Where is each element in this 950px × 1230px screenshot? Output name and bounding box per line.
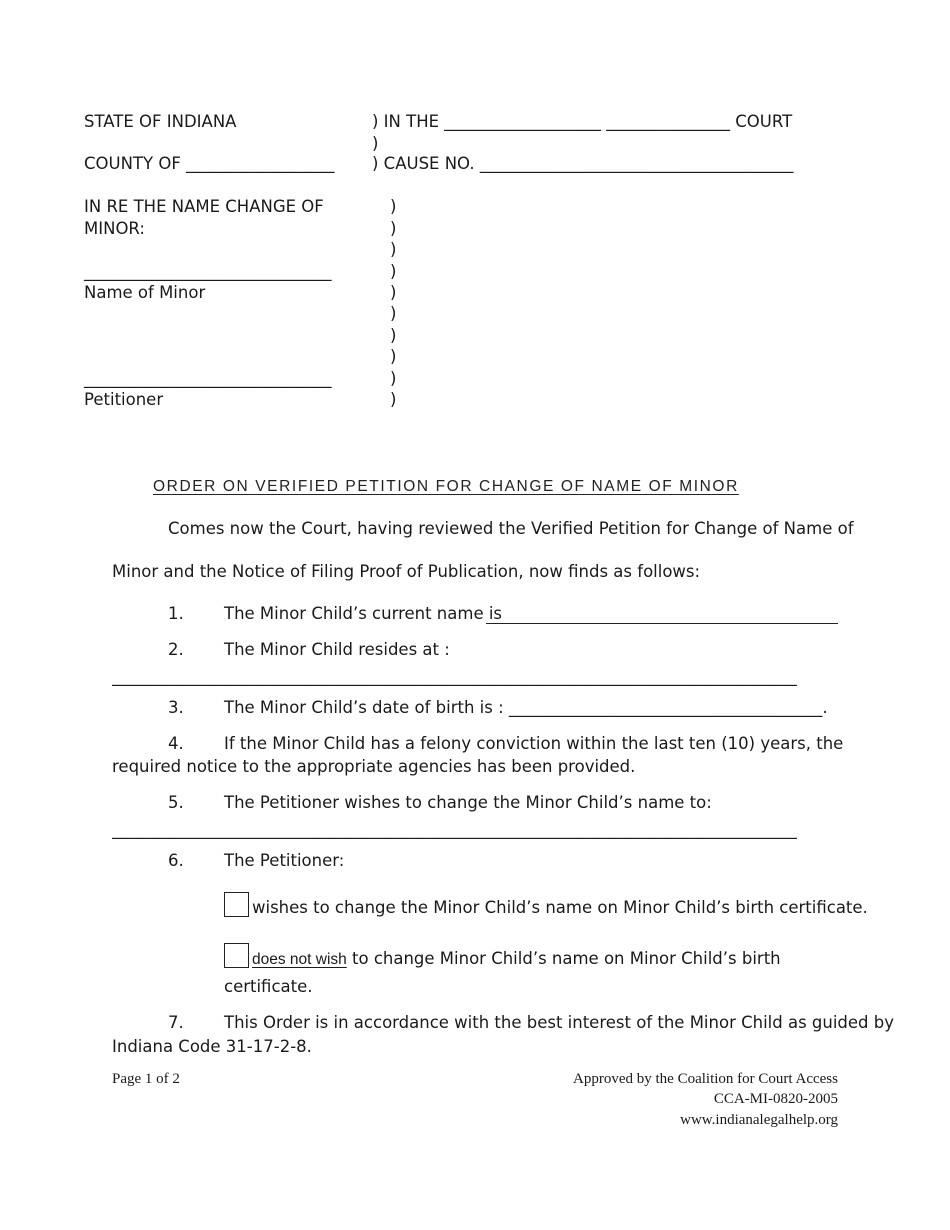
does-not-wish-label: does not wish	[252, 951, 347, 968]
item-2-text: The Minor Child resides at :	[224, 640, 450, 659]
item-6-text: The Petitioner:	[224, 851, 345, 870]
in-re-heading: IN RE THE NAME CHANGE OF	[84, 197, 324, 216]
state-label: STATE OF INDIANA	[84, 112, 237, 131]
item-number: 1.	[168, 604, 184, 623]
website-link[interactable]: www.indianalegalhelp.org	[680, 1112, 838, 1128]
paren: )	[390, 326, 397, 345]
approved-by: Approved by the Coalition for Court Access	[573, 1071, 838, 1087]
does-not-wish-line2: certificate.	[224, 977, 313, 996]
wishes-option-text: wishes to change the Minor Child’s name on Minor Child’s birth certificate.	[252, 898, 868, 917]
petitioner-label: Petitioner	[84, 390, 164, 409]
item-4-text: If the Minor Child has a felony conviction within the last ten (10) years, the	[224, 734, 844, 753]
county-label: COUNTY OF __________________	[84, 154, 335, 173]
does-not-wish-rest: to change Minor Child’s name on Minor Child’s birth	[346, 949, 781, 968]
item-number: 3.	[168, 698, 184, 717]
court-line: ) IN THE ___________________ _______________ COURT	[372, 112, 793, 131]
cause-number-line: ) CAUSE NO. ______________________________________	[372, 154, 794, 173]
item-7-text-line2: Indiana Code 31-17-2-8.	[112, 1037, 312, 1056]
petitioner-blank[interactable]: ______________________________	[84, 369, 332, 388]
form-code: CCA-MI-0820-2005	[713, 1091, 838, 1107]
paren: )	[390, 304, 397, 323]
item-number: 2.	[168, 640, 184, 659]
paren: )	[390, 262, 397, 281]
item-4-text-line2: required notice to the appropriate agencies has been provided.	[112, 757, 636, 776]
item-1-text: The Minor Child’s current name is	[224, 604, 503, 623]
does-not-wish-option-text	[252, 949, 781, 969]
item-7-text: This Order is in accordance with the best interest of the Minor Child as guided by	[224, 1013, 895, 1032]
paren: )	[390, 283, 397, 302]
item-3-text: The Minor Child’s date of birth is : ______________________________________.	[224, 698, 828, 717]
minor-name-blank[interactable]: ______________________________	[84, 262, 332, 281]
item-number: 6.	[168, 851, 184, 870]
paren: )	[390, 219, 397, 238]
item-number: 5.	[168, 793, 184, 812]
does-not-wish-checkbox[interactable]	[224, 943, 249, 968]
paren: )	[390, 347, 397, 366]
paren: )	[390, 240, 397, 259]
paren: )	[390, 369, 397, 388]
new-name-field[interactable]: ___________________________________________________________________________________	[112, 820, 797, 839]
residence-field[interactable]: ___________________________________________________________________________________	[112, 667, 797, 686]
paren: )	[390, 390, 397, 409]
minor-name-label: Name of Minor	[84, 283, 206, 302]
item-number: 7.	[168, 1013, 184, 1032]
item-5-text: The Petitioner wishes to change the Minor Child’s name to:	[224, 793, 712, 812]
document-title: ORDER ON VERIFIED PETITION FOR CHANGE OF NAME OF MINOR	[153, 478, 739, 495]
wishes-checkbox[interactable]	[224, 892, 249, 917]
item-number: 4.	[168, 734, 184, 753]
intro-line-2: Minor and the Notice of Filing Proof of Publication, now finds as follows:	[112, 562, 701, 581]
in-re-heading-line2: MINOR:	[84, 219, 145, 238]
paren: )	[372, 134, 379, 153]
current-name-field[interactable]	[486, 623, 838, 624]
paren: )	[390, 197, 397, 216]
intro-line-1: Comes now the Court, having reviewed the Verified Petition for Change of Name of	[168, 519, 854, 538]
page-number: Page 1 of 2	[112, 1071, 180, 1087]
